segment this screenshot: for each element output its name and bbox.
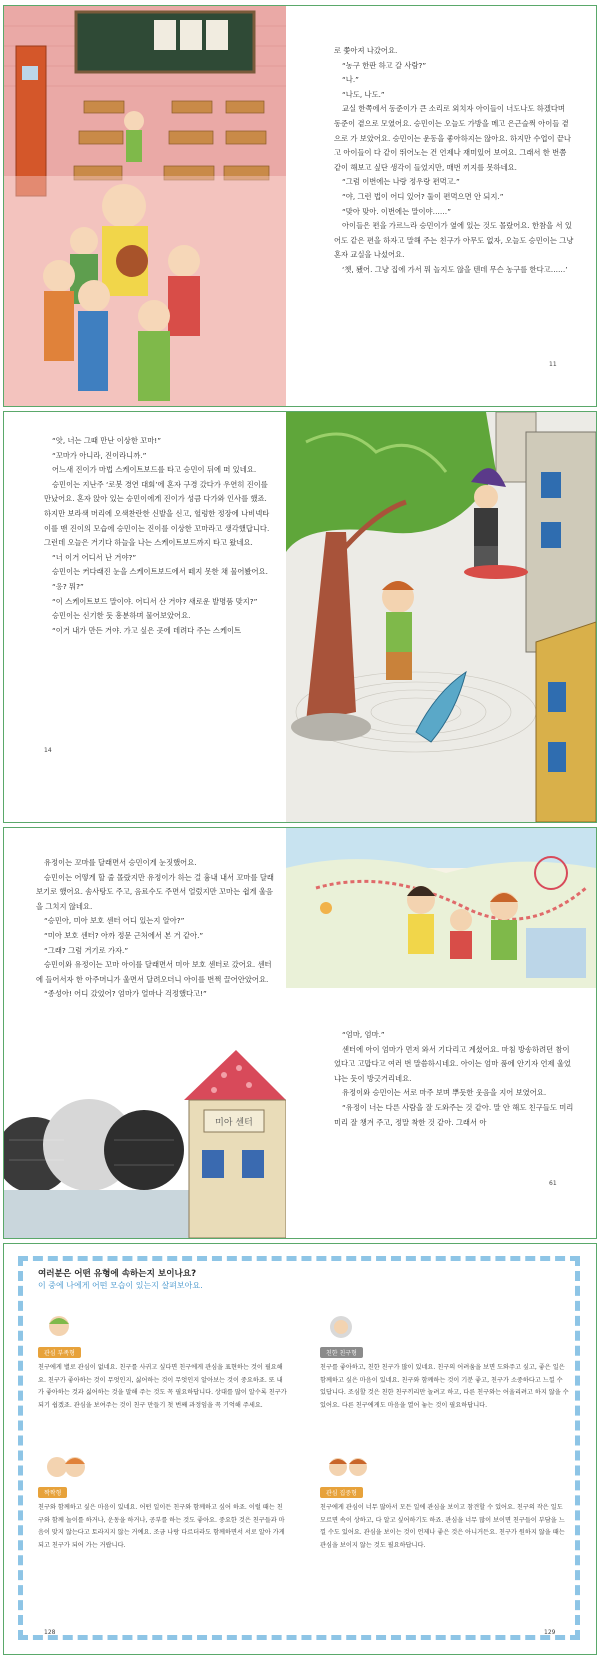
- type-card: [38, 1454, 288, 1552]
- page-number-right: 129: [544, 1629, 556, 1636]
- classroom-illustration: [4, 6, 286, 406]
- paragraph: “꼬마가 아니라, 진이라니까.”: [52, 450, 147, 460]
- center-sign: 미아 센터: [215, 1118, 253, 1128]
- character-icon: [326, 1314, 356, 1340]
- section-title: 여러분은 어떤 유형에 속하는지 보이나요?: [38, 1269, 197, 1279]
- paragraph: 센터에 아이 엄마가 먼저 와서 기다리고 계셨어요. 마침 방송하려던 참이었다고 고맙다고 여러 번 말씀하시네요. 아이는 엄마 품에 안기자 언제 울었냐는 듯이 방긋거리네요.: [334, 1044, 571, 1083]
- type-badge: 관심 부족형: [38, 1347, 81, 1358]
- type-description: 친구와 함께하고 싶은 마음이 있네요. 어떤 일이든 친구와 함께하고 싶어 하죠. 이럴 때는 친구와 함께 놀이를 하거나, 운동을 하거나, 공부를 하는 것도 좋아요. 중요한 것은 친구들과 마음이 맞지 않는다고 토라지지 않는 거예요. 조금 나랑 다르더라도 함께하면서 서로 알아 가게 되고 친구가 되어 가는 거랍니다.: [38, 1504, 285, 1549]
- paragraph: 승민이는 어떻게 할 줄 몰랐지만 유정이가 하는 걸 흉내 내서 꼬마를 달래 보기로 했어요. 솜사탕도 주고, 음료수도 주면서 얼렀지만 꼬마는 쉽게 울음을 그치지 않네요.: [36, 872, 274, 911]
- paragraph: 승민이는 커다래진 눈을 스케이트보드에서 떼지 못한 채 물어봤어요.: [52, 567, 268, 577]
- paragraph: “그럼 이번에는 나랑 정우랑 편먹고.”: [342, 177, 460, 187]
- paragraph: 어느새 진이가 마법 스케이트보드를 타고 승민이 뒤에 떠 있네요.: [52, 465, 257, 475]
- park-illustration: [286, 412, 596, 822]
- type-description: 친구에게 관심이 너무 많아서 모든 일에 관심을 보이고 참견할 수 있어요. 친구의 작은 일도 모르면 속이 상하고, 다 알고 싶어하기도 하죠. 관심을 너무 많이 보이면 친구들이 부담을 느낄 수도 있어요. 관심을 보이는 것이 언제나 좋은 것은 아니거든요. 친구가 원하지 않을 때는 관심을 보이지 않는 것도 필요하답니다.: [320, 1504, 565, 1549]
- spread-friend-types: [3, 1243, 597, 1655]
- type-card: [320, 1454, 570, 1552]
- paragraph: “맞아 맞아. 이번에는 말이야……”: [342, 206, 451, 216]
- paragraph: “응? 뭐?”: [52, 581, 84, 591]
- paragraph: ‘쳇, 됐어. 그냥 집에 가서 뭐 놀지도 않을 텐데 무슨 농구를 한다고……’: [342, 264, 568, 274]
- paragraph: “나도, 나도.”: [342, 89, 385, 99]
- spread-skateboard: [3, 411, 597, 823]
- story-text-left: [36, 856, 276, 1002]
- character-icon: [44, 1314, 74, 1340]
- type-card: [38, 1314, 288, 1412]
- page-number-left: 128: [44, 1629, 56, 1636]
- spread-classroom: [3, 5, 597, 407]
- paragraph: “너 이거 어디서 난 거야?”: [52, 552, 137, 562]
- paragraph: “이거 내가 만든 거야. 가고 싶은 곳에 데려다 주는 스케이트: [52, 625, 242, 635]
- type-badge: 친한 친구형: [320, 1347, 363, 1358]
- paragraph: “엄마, 엄마.”: [342, 1030, 385, 1039]
- paragraph: 아이들은 편을 가르느라 승민이가 옆에 있는 것도 몰랐어요. 한참을 서 있어도 같은 편을 하자고 말해 주는 친구가 아무도 없자, 오늘도 승민이는 그냥 혼자 교실을 나섰어요.: [334, 221, 574, 260]
- paragraph: “앗, 너는 그때 만난 이상한 꼬마!”: [52, 436, 161, 445]
- paragraph: 승민이는 지난주 ‘로봇 경연 대회’에 혼자 구경 갔다가 우연히 진이를 만났어요. 혼자 앉아 있는 승민이에게 진이가 성큼 다가와 인사를 했죠. 하지만 보라색 머리에 오색찬란한 신발을 신고, 헐렁한 정장에 나비넥타이를 맨 진이의 모습에 승민이는 진이를 이상한 꼬마라고 생각했답니다. 그런데 오늘은 거기다 하늘을 나는 스케이트보드까지 타고 왔네요.: [44, 479, 270, 548]
- type-description: 친구를 좋아하고, 친한 친구가 많이 있네요. 친구의 어려움을 보면 도와주고 싶고, 좋은 일은 함께하고 싶은 마음이 있네요. 친구와 함께하는 것이 기분 좋고, 친구가 소중하다고 느낄 수 있답니다. 조심할 것은 친한 친구끼리만 놀려고 하고, 다른 친구와는 어울리려고 하지 않을 수 있어요. 다른 친구에게도 마음을 열어 놓는 것이 필요하답니다.: [320, 1364, 569, 1409]
- amusement-park-illustration: [286, 828, 596, 988]
- section-subtitle: 이 중에 나에게 어떤 모습이 있는지 살펴보아요.: [38, 1281, 203, 1290]
- paragraph: 유정이와 승민이는 서로 마주 보며 뿌듯한 웃음을 지어 보였어요.: [342, 1088, 547, 1098]
- center-building-illustration: [4, 1040, 286, 1238]
- page-number: 11: [549, 361, 557, 368]
- paragraph: 유정이는 꼬마를 달래면서 승민이게 눈짓했어요.: [44, 858, 197, 867]
- paragraph: “유정이 너는 다른 사람을 잘 도와주는 것 같아. 말 안 해도 친구들도 미리미리 잘 챙겨 주고, 정말 착한 것 같아. 그래서 아: [334, 1102, 574, 1127]
- type-description: 친구에게 별로 관심이 없네요. 친구를 사귀고 싶다면 친구에게 관심을 표현하는 것이 필요해요. 친구가 좋아하는 것이 무엇인지, 싫어하는 것이 무엇인지 알아보는 것이 중요하죠. 또 내가 좋아하는 것과 싫어하는 것을 말해 주는 것도 꼭 필요하답니다. 상대를 많이 알수록 친구가 되기 쉽겠죠. 관심을 보여주는 것이 친구 만들기 첫 번째 과정임을 꼭 기억해 주세요.: [38, 1364, 287, 1409]
- paragraph: “이 스케이트보드 말이야. 어디서 산 거야? 새로운 발명품 맞지?”: [52, 596, 258, 606]
- story-text: [334, 44, 574, 278]
- paragraph: “종성아! 어디 갔었어? 엄마가 얼마나 걱정했다고!”: [44, 989, 207, 999]
- type-badge: 관심 집중형: [320, 1487, 363, 1498]
- paragraph: 교실 한쪽에서 동준이가 큰 소리로 외치자 아이들이 너도나도 하겠다며 동준이 곁으로 모였어요. 승민이는 오늘도 가방을 메고 은근슬쩍 아이들 곁으로 가 보았어요. 승민이는 운동을 좋아하지는 않아요. 하지만 수업이 끝나고 아이들이 다 같이 뛰어노는 건 언제나 재미있어 보여요. 그래서 한 번쯤 같이 해보고 싶단 생각이 들었지만, 매번 끼지를 못하네요.: [334, 104, 571, 172]
- story-text-right: [334, 1028, 574, 1130]
- paragraph: 로 쫓아져 나갔어요.: [334, 46, 398, 55]
- character-icon: [44, 1454, 88, 1480]
- paragraph: “나.”: [342, 75, 359, 85]
- paragraph: “미아 보호 센터? 아까 정문 근처에서 본 거 같아.”: [44, 930, 204, 940]
- story-text: [44, 434, 274, 638]
- type-badge: 짝짝형: [38, 1487, 67, 1498]
- paragraph: “농구 한판 하고 갈 사람?”: [342, 60, 427, 70]
- paragraph: “그래? 그럼 거기로 가자.”: [44, 945, 129, 955]
- paragraph: 승민이와 유정이는 꼬마 아이를 달래면서 미아 보호 센터로 갔어요. 센터에 들어서자 한 아주머니가 울면서 달려오더니 아이를 번쩍 끌어안았어요.: [36, 960, 272, 984]
- character-icon: [326, 1454, 370, 1480]
- type-card: [320, 1314, 570, 1412]
- paragraph: “승민아, 미아 보호 센터 어디 있는지 알아?”: [44, 916, 185, 926]
- page-number: 61: [549, 1180, 557, 1187]
- page-number: 14: [44, 747, 52, 754]
- spread-amusement-park: [3, 827, 597, 1239]
- paragraph: “야, 그런 법이 어디 있어? 둘이 편먹으면 안 되지.”: [342, 191, 504, 201]
- paragraph: 승민이는 신기한 듯 흥분하며 물어보았어요.: [52, 611, 191, 621]
